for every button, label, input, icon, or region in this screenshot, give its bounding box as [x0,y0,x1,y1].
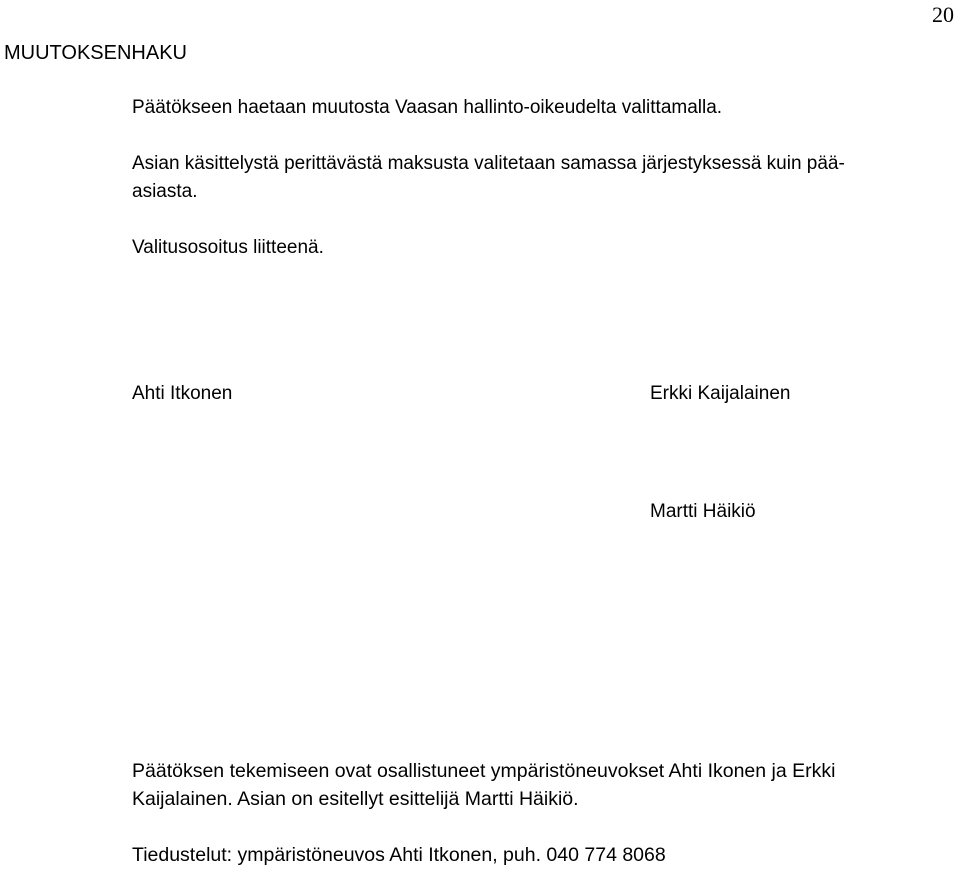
appeal-instruction-paragraph: Päätökseen haetaan muutosta Vaasan hallinto-oikeudelta valittamalla. [132,97,723,118]
signature-name: Ahti Itkonen [132,383,233,404]
appeal-attachment-note: Valitusosoitus liitteenä. [132,237,324,258]
signature-name: Erkki Kaijalainen [650,383,791,404]
page-number: 20 [932,2,954,27]
participants-paragraph: Päätöksen tekemiseen ovat osallistuneet ympäristöneuvokset Ahti Ikonen ja Erkki Kaijalainen. Asian on esitellyt esittelijä Martti Häikiö. [132,760,836,810]
inquiries-line: Tiedustelut: ympäristöneuvos Ahti Itkonen, puh. 040 774 8068 [132,844,666,866]
signature-name: Martti Häikiö [650,501,756,522]
section-heading: MUUTOKSENHAKU [4,42,187,64]
fee-appeal-paragraph: Asian käsittelystä perittävästä maksusta valitetaan samassa järjestyksessä kuin pää- asiasta. [132,153,845,202]
